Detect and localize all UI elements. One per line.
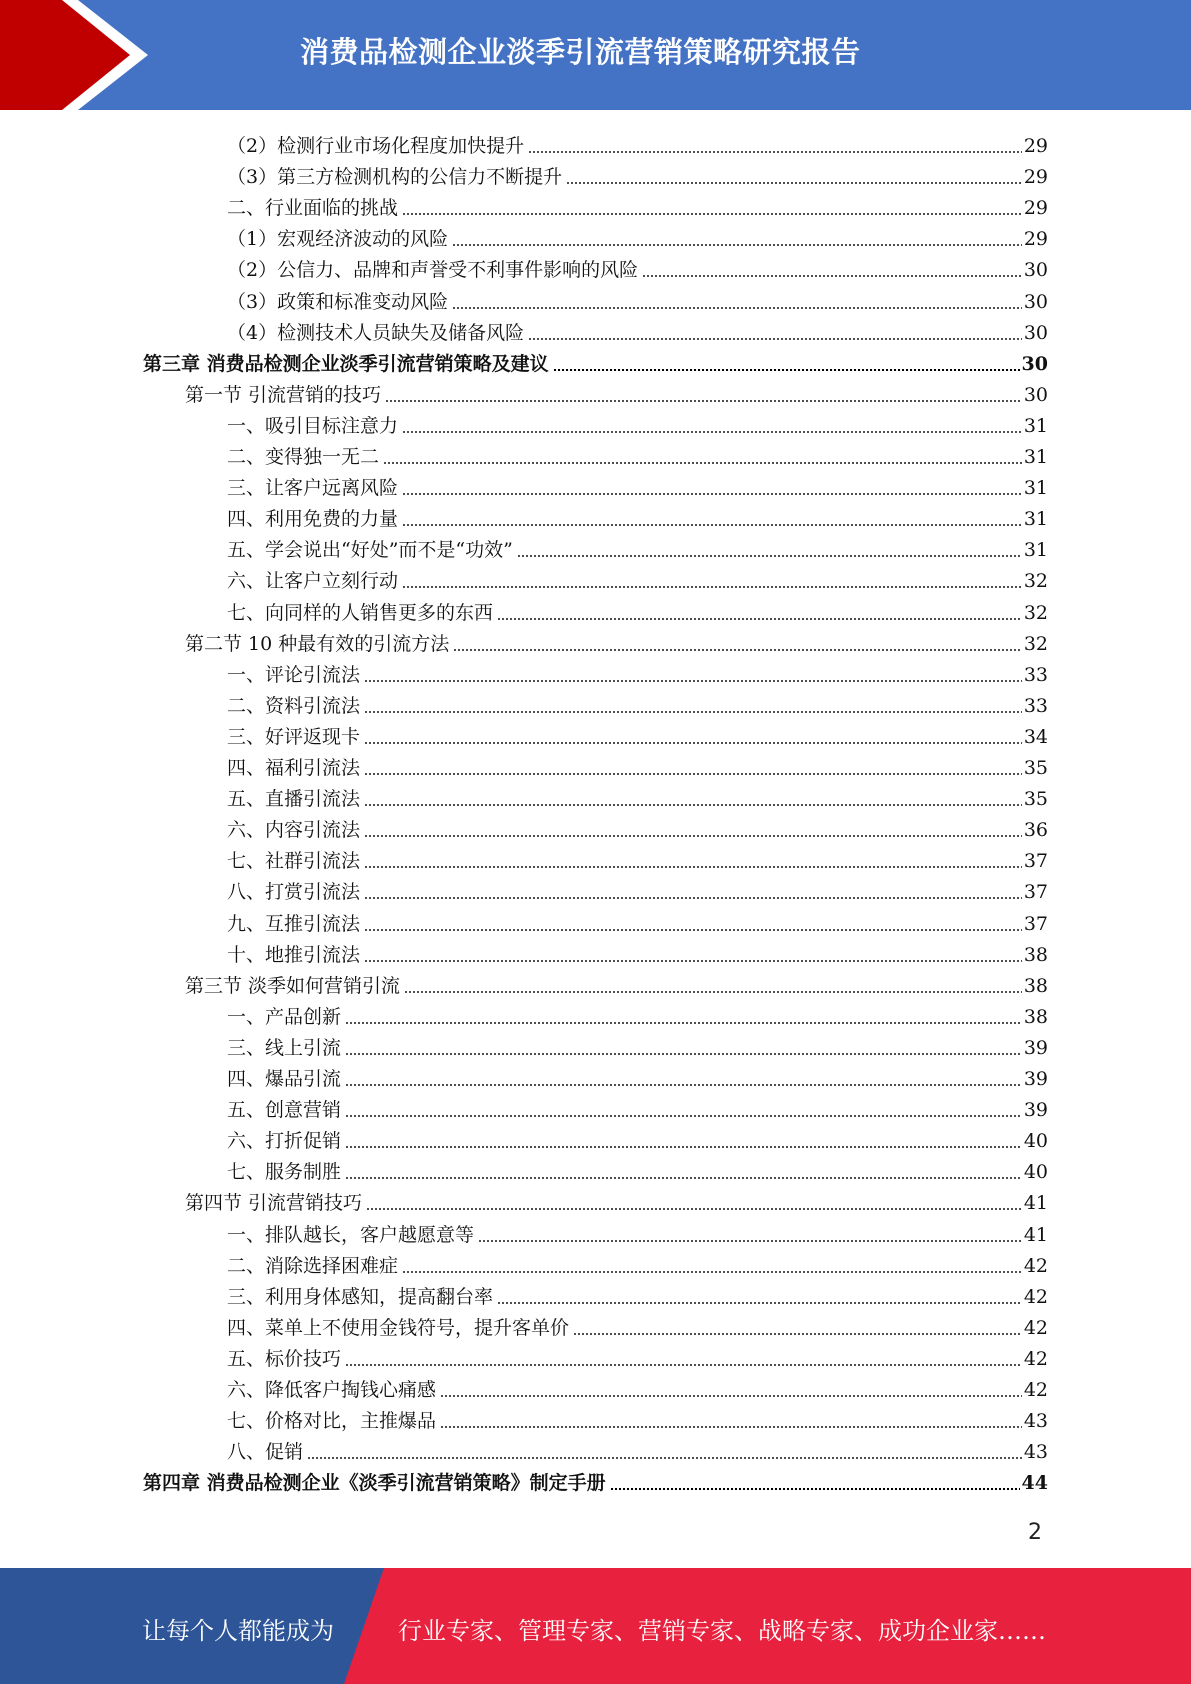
- toc-dot-leader: [497, 1302, 1022, 1304]
- toc-entry[interactable]: [227, 1122, 1048, 1153]
- toc-entry[interactable]: [227, 1060, 1048, 1091]
- toc-entry-label: 八、促销: [227, 1441, 304, 1464]
- toc-dot-leader: [642, 275, 1022, 277]
- toc-entry-page: 33: [1023, 694, 1048, 717]
- toc-entry-page: 30: [1023, 290, 1048, 313]
- toc-dot-leader: [345, 1053, 1022, 1055]
- toc-entry-label: 第三节 淡季如何营销引流: [185, 974, 401, 997]
- toc-entry-label: 第四章 消费品检测企业《淡季引流营销策略》制定手册: [143, 1472, 606, 1495]
- toc-entry-label: 一、评论引流法: [227, 663, 361, 686]
- toc-entry-page: 31: [1023, 414, 1048, 437]
- toc-entry-label: 三、利用身体感知，提高翻台率: [227, 1285, 494, 1308]
- toc-entry-page: 37: [1023, 850, 1048, 873]
- toc-entry-page: 42: [1023, 1254, 1048, 1277]
- toc-entry[interactable]: [227, 998, 1048, 1029]
- toc-entry-page: 39: [1023, 1068, 1048, 1090]
- toc-entry[interactable]: [227, 873, 1048, 904]
- toc-entry-label: 六、让客户立刻行动: [227, 570, 399, 593]
- toc-entry-page: 35: [1023, 788, 1048, 811]
- toc-dot-leader: [345, 1022, 1022, 1024]
- toc-dot-leader: [517, 555, 1022, 557]
- toc-dot-leader: [452, 244, 1022, 246]
- toc-entry-label: 三、线上引流: [227, 1036, 342, 1059]
- toc-entry-page: 37: [1023, 912, 1048, 935]
- toc-entry[interactable]: [227, 936, 1048, 967]
- toc-dot-leader: [366, 1208, 1022, 1210]
- toc-dot-leader: [573, 1333, 1022, 1335]
- toc-entry[interactable]: [227, 842, 1048, 873]
- toc-dot-leader: [364, 742, 1022, 744]
- toc-entry[interactable]: [185, 1184, 1048, 1215]
- toc-dot-leader: [364, 680, 1022, 682]
- toc-entry-label: （3）第三方检测机构的公信力不断提升: [227, 166, 563, 189]
- toc-entry-page: 37: [1023, 881, 1048, 904]
- toc-entry[interactable]: [185, 625, 1048, 656]
- toc-dot-leader: [402, 1271, 1022, 1273]
- toc-dot-leader: [478, 1240, 1022, 1242]
- toc-entry-page: 39: [1023, 1099, 1048, 1122]
- toc-dot-leader: [345, 1364, 1022, 1366]
- toc-entry-label: （4）检测技术人员缺失及储备风险: [227, 321, 525, 344]
- toc-dot-leader: [440, 1395, 1022, 1397]
- toc-dot-leader: [553, 369, 1020, 371]
- toc-entry[interactable]: [227, 314, 1048, 345]
- toc-entry[interactable]: [227, 220, 1048, 251]
- toc-entry-page: 43: [1023, 1410, 1048, 1433]
- page-number: 2: [1028, 1520, 1042, 1545]
- toc-entry-label: 七、服务制胜: [227, 1161, 342, 1184]
- toc-entry[interactable]: [185, 376, 1048, 407]
- toc-dot-leader: [497, 618, 1022, 620]
- toc-dot-leader: [404, 991, 1022, 993]
- toc-entry-label: 六、内容引流法: [227, 819, 361, 842]
- toc-entry-label: 七、社群引流法: [227, 850, 361, 873]
- toc-dot-leader: [345, 1177, 1022, 1179]
- toc-entry[interactable]: [227, 687, 1048, 718]
- toc-entry-label: 八、打赏引流法: [227, 881, 361, 904]
- toc-dot-leader: [364, 835, 1022, 837]
- toc-entry-page: 42: [1023, 1347, 1048, 1370]
- footer-slogan-left: 让每个人都能成为: [142, 1617, 334, 1645]
- toc-entry[interactable]: [185, 967, 1048, 998]
- toc-dot-leader: [385, 400, 1022, 402]
- toc-dot-leader: [402, 213, 1022, 215]
- toc-entry[interactable]: [143, 345, 1048, 376]
- toc-dot-leader: [345, 1115, 1022, 1117]
- toc-dot-leader: [528, 151, 1022, 153]
- toc-entry-label: 九、互推引流法: [227, 912, 361, 935]
- toc-entry-label: 第三章 消费品检测企业淡季引流营销策略及建议: [143, 352, 549, 375]
- toc-entry-page: 38: [1023, 1005, 1048, 1028]
- toc-entry-page: 34: [1023, 725, 1048, 748]
- toc-entry-page: 31: [1023, 508, 1048, 531]
- toc-entry-label: 五、学会说出“好处”而不是“功效”: [227, 539, 513, 562]
- toc-entry-label: 三、好评返现卡: [227, 725, 361, 748]
- toc-dot-leader: [402, 524, 1022, 526]
- toc-entry-label: （1）宏观经济波动的风险: [227, 228, 449, 251]
- toc-entry-label: 七、向同样的人销售更多的东西: [227, 601, 494, 624]
- toc-entry[interactable]: [227, 1278, 1048, 1309]
- toc-entry-page: 29: [1023, 166, 1048, 189]
- toc-entry[interactable]: [227, 749, 1048, 780]
- toc-entry-page: 29: [1023, 197, 1048, 220]
- toc-entry-label: 二、资料引流法: [227, 694, 361, 717]
- toc-entry[interactable]: [227, 1216, 1048, 1247]
- toc-entry-page: 38: [1023, 974, 1048, 997]
- footer-slogan-right: 行业专家、管理专家、营销专家、战略专家、成功企业家……: [398, 1617, 1046, 1645]
- toc-entry-label: 一、吸引目标注意力: [227, 414, 399, 437]
- toc-entry-page: 30: [1021, 352, 1048, 375]
- toc-dot-leader: [364, 773, 1022, 775]
- header-title: 消费品检测企业淡季引流营销策略研究报告: [300, 35, 861, 69]
- toc-dot-leader: [364, 866, 1022, 868]
- toc-entry[interactable]: [227, 189, 1048, 220]
- page-header: [0, 0, 1191, 110]
- toc-dot-leader: [566, 182, 1022, 184]
- toc-entry[interactable]: [227, 594, 1048, 625]
- toc-dot-leader: [307, 1457, 1022, 1459]
- toc-entry-page: 42: [1023, 1379, 1048, 1401]
- toc-dot-leader: [364, 711, 1022, 713]
- toc-entry-label: 十、地推引流法: [227, 943, 361, 966]
- toc-entry-page: 40: [1023, 1161, 1048, 1184]
- toc-entry-label: 第一节 引流营销的技巧: [185, 383, 382, 406]
- page-footer: [0, 1568, 1191, 1684]
- toc-entry-label: 第二节 10 种最有效的引流方法: [185, 632, 450, 655]
- toc-entry-label: （2）检测行业市场化程度加快提升: [227, 135, 525, 157]
- toc-entry-label: 第四节 引流营销技巧: [185, 1192, 363, 1215]
- toc-entry-page: 32: [1023, 570, 1048, 593]
- toc-entry[interactable]: [227, 407, 1048, 438]
- toc-entry-page: 42: [1023, 1285, 1048, 1308]
- toc-entry-label: 七、价格对比，主推爆品: [227, 1410, 437, 1433]
- toc-dot-leader: [402, 586, 1022, 588]
- toc-entry[interactable]: [227, 718, 1048, 749]
- toc-entry-page: 31: [1023, 539, 1048, 562]
- toc-dot-leader: [364, 897, 1022, 899]
- toc-entry-label: 四、菜单上不使用金钱符号，提升客单价: [227, 1316, 570, 1339]
- toc-dot-leader: [452, 307, 1022, 309]
- toc-entry-label: 二、变得独一无二: [227, 446, 380, 468]
- toc-entry-page: 44: [1021, 1472, 1048, 1495]
- toc-entry-page: 39: [1023, 1036, 1048, 1059]
- toc-entry-page: 41: [1023, 1223, 1048, 1246]
- toc-entry-page: 35: [1023, 757, 1048, 779]
- toc-entry-label: 六、打折促销: [227, 1130, 342, 1153]
- toc-entry-page: 40: [1023, 1130, 1048, 1153]
- toc-dot-leader: [383, 462, 1022, 464]
- toc-entry-page: 43: [1023, 1441, 1048, 1464]
- toc-entry-label: 六、降低客户掏钱心痛感: [227, 1379, 437, 1401]
- toc-entry-label: （2）公信力、品牌和声誉受不利事件影响的风险: [227, 259, 639, 282]
- toc-entry-label: 五、直播引流法: [227, 788, 361, 811]
- toc-entry-page: 30: [1023, 259, 1048, 282]
- toc-entry[interactable]: [227, 1247, 1048, 1278]
- toc-entry[interactable]: [227, 1153, 1048, 1184]
- toc-entry[interactable]: [227, 283, 1048, 314]
- toc-dot-leader: [402, 493, 1022, 495]
- toc-entry[interactable]: [227, 531, 1048, 562]
- toc-entry-page: 32: [1023, 632, 1048, 655]
- toc-entry-label: 三、让客户远离风险: [227, 477, 399, 500]
- toc-entry[interactable]: [227, 1309, 1048, 1340]
- toc-dot-leader: [610, 1488, 1020, 1490]
- toc-entry[interactable]: [227, 127, 1048, 158]
- toc-entry-page: 31: [1023, 477, 1048, 500]
- toc-dot-leader: [528, 338, 1022, 340]
- toc-entry-label: 一、产品创新: [227, 1005, 342, 1028]
- toc-entry[interactable]: [227, 469, 1048, 500]
- toc-entry-page: 32: [1023, 601, 1048, 624]
- toc-entry[interactable]: [227, 811, 1048, 842]
- toc-entry-label: 四、福利引流法: [227, 757, 361, 779]
- toc-entry[interactable]: [227, 562, 1048, 593]
- toc-dot-leader: [345, 1084, 1022, 1086]
- toc-entry-page: 42: [1023, 1316, 1048, 1339]
- toc-entry-page: 38: [1023, 943, 1048, 966]
- toc-dot-leader: [364, 929, 1022, 931]
- toc-entry-page: 29: [1023, 228, 1048, 251]
- toc-entry[interactable]: [227, 1091, 1048, 1122]
- toc-entry-page: 30: [1023, 383, 1048, 406]
- toc-entry[interactable]: [227, 438, 1048, 469]
- toc-entry[interactable]: [227, 905, 1048, 936]
- toc-entry[interactable]: [227, 251, 1048, 282]
- toc-entry-page: 29: [1023, 135, 1048, 157]
- toc-entry[interactable]: [227, 500, 1048, 531]
- toc-entry-label: 二、消除选择困难症: [227, 1254, 399, 1277]
- toc-dot-leader: [453, 649, 1022, 651]
- toc-dot-leader: [402, 431, 1022, 433]
- toc-entry[interactable]: [227, 1029, 1048, 1060]
- toc-entry[interactable]: [143, 1464, 1048, 1495]
- toc-entry-page: 33: [1023, 663, 1048, 686]
- toc-entry-page: 36: [1023, 819, 1048, 842]
- toc-entry-page: 30: [1023, 321, 1048, 344]
- toc-dot-leader: [345, 1146, 1022, 1148]
- toc-entry-page: 41: [1023, 1192, 1048, 1215]
- toc-entry-label: 五、标价技巧: [227, 1347, 342, 1370]
- toc-entry[interactable]: [227, 1433, 1048, 1464]
- toc-dot-leader: [364, 804, 1022, 806]
- toc-entry-label: 二、行业面临的挑战: [227, 197, 399, 220]
- toc-dot-leader: [440, 1426, 1022, 1428]
- toc-dot-leader: [364, 960, 1022, 962]
- toc-entry-label: 四、利用免费的力量: [227, 508, 399, 531]
- toc-entry[interactable]: [227, 1402, 1048, 1433]
- toc-entry-label: 一、排队越长，客户越愿意等: [227, 1223, 475, 1246]
- toc-entry[interactable]: [227, 1340, 1048, 1371]
- toc-entry[interactable]: [227, 656, 1048, 687]
- toc-entry-label: 五、创意营销: [227, 1099, 342, 1122]
- toc-entry[interactable]: [227, 780, 1048, 811]
- toc-entry-page: 31: [1023, 446, 1048, 468]
- toc-entry-label: （3）政策和标准变动风险: [227, 290, 449, 313]
- toc-entry[interactable]: [227, 158, 1048, 189]
- toc-entry[interactable]: [227, 1371, 1048, 1402]
- toc-entry-label: 四、爆品引流: [227, 1068, 342, 1090]
